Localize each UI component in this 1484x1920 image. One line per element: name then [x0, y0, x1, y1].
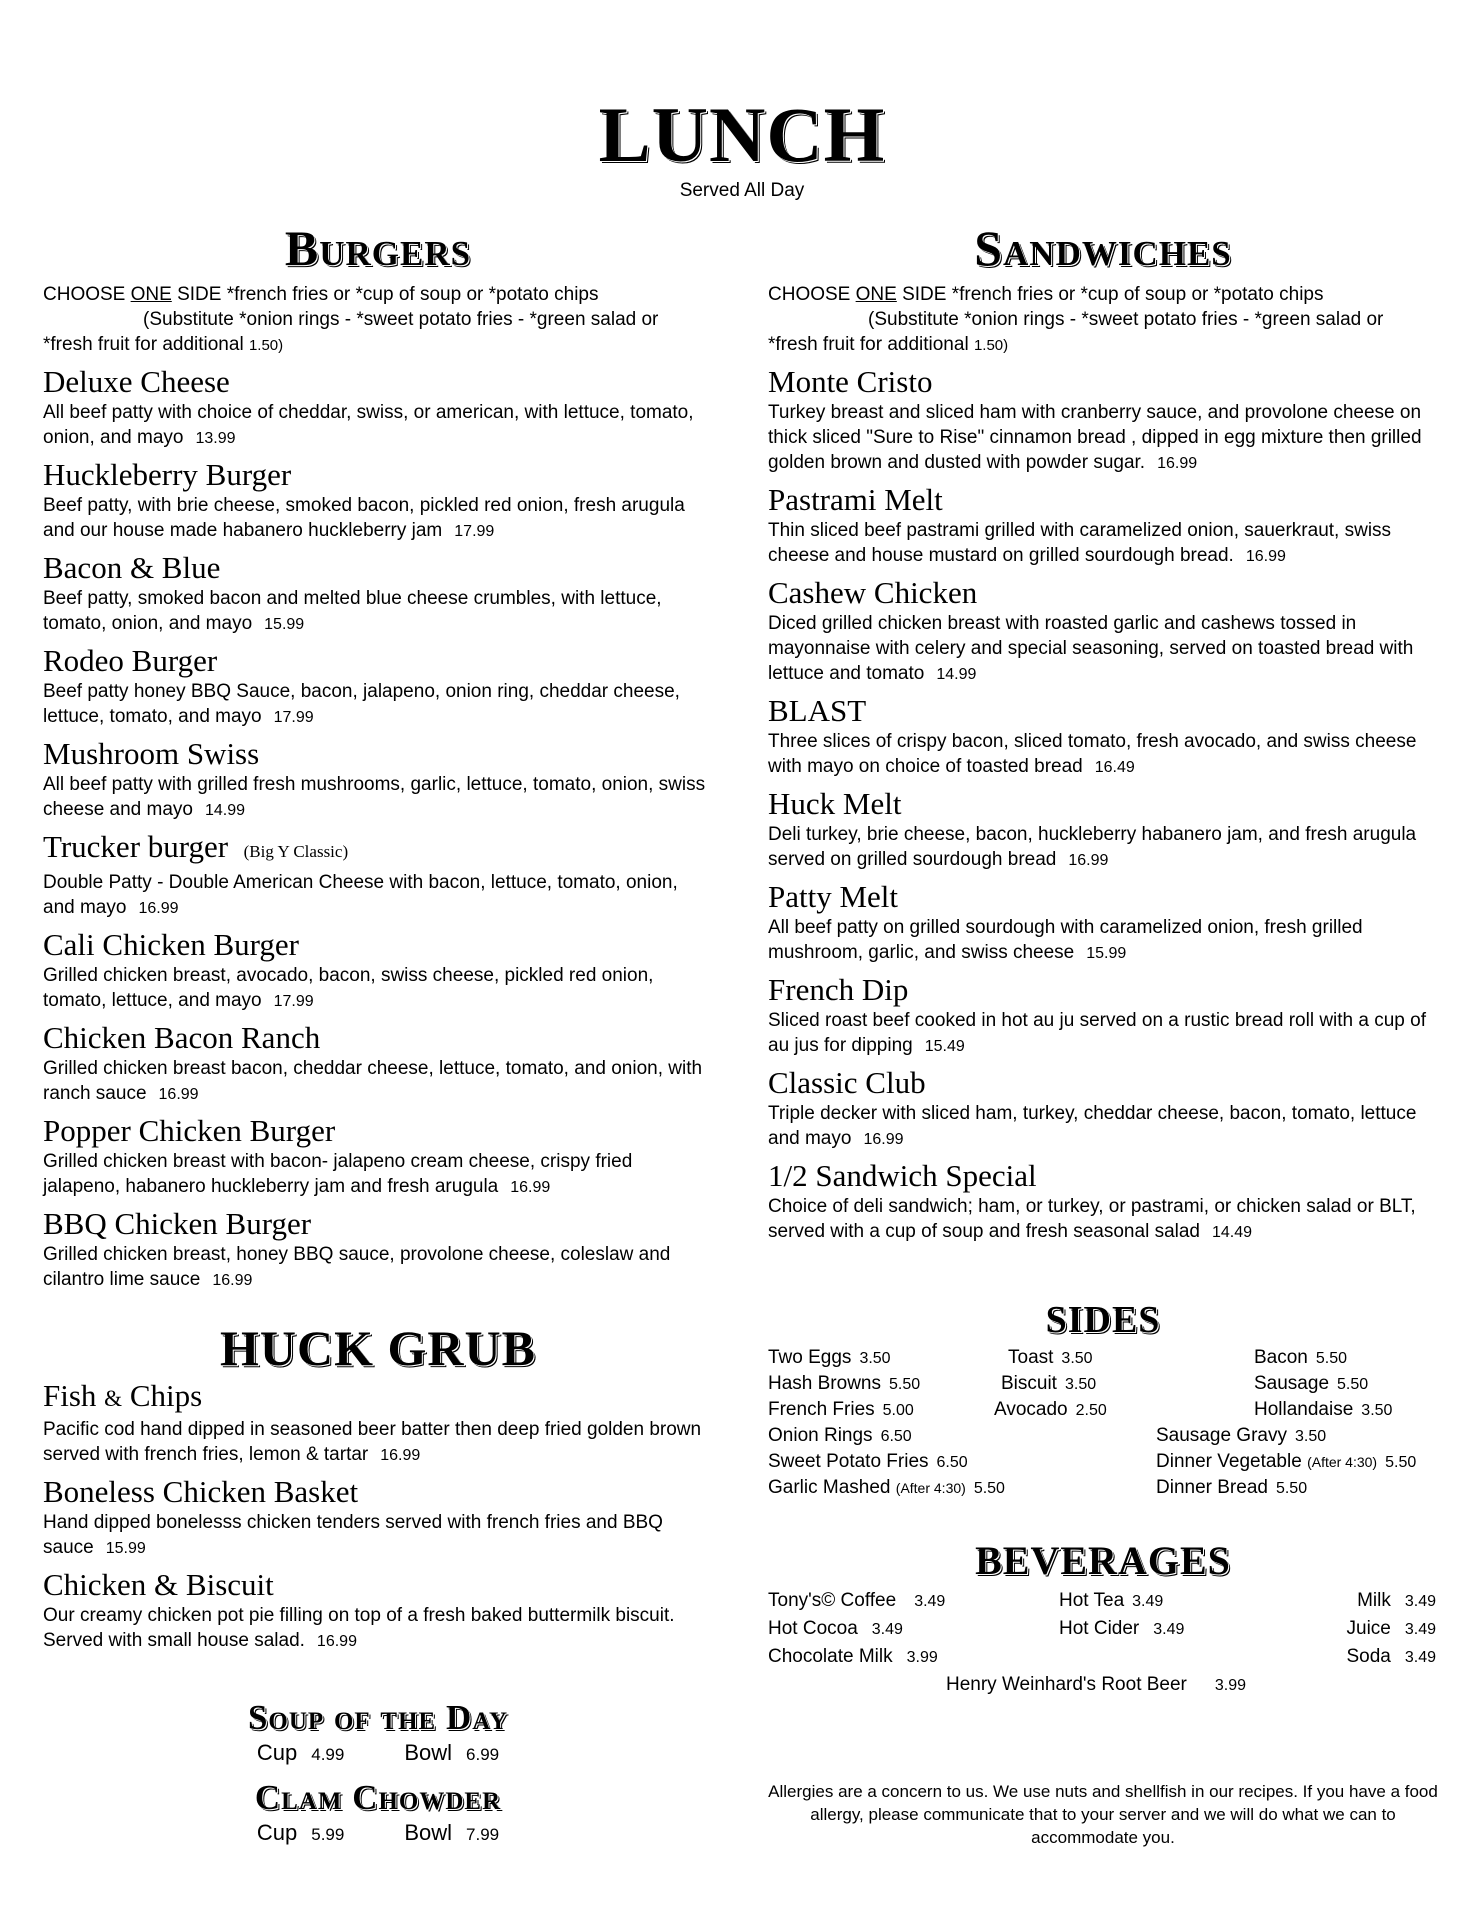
menu-item [43, 1567, 713, 1654]
menu-item [43, 1378, 713, 1468]
beverage-price: 3.99 [1214, 1677, 1247, 1694]
side-price: 5.50 [1275, 1480, 1308, 1497]
item-description [43, 1510, 713, 1561]
side-name: Hollandaise [1254, 1399, 1354, 1420]
page-subtitle: Served All Day [679, 180, 805, 201]
item-name: Cali Chicken Burger [43, 927, 299, 962]
allergy-notice: Allergies are a concern to us. We use nuts and shellfish in our recipes. If you have a food allergy, please communicate that to your server and we will do what we can to accommodate you. [768, 1782, 1438, 1847]
side-name: Toast [1008, 1347, 1054, 1368]
item-price: 15.99 [105, 1540, 146, 1557]
side-item [768, 1373, 920, 1395]
intro-price: 1.50) [248, 337, 284, 354]
item-price: 16.99 [212, 1272, 253, 1289]
side-item [768, 1451, 968, 1473]
side-name: Dinner Bread [1156, 1477, 1268, 1498]
side-note: (After 4:30) [1307, 1454, 1378, 1470]
item-desc-text: Beef patty, smoked bacon and melted blue cheese crumbles, with lettuce, tomato, onion, and mayo [43, 588, 662, 634]
item-name: Rodeo Burger [43, 643, 218, 678]
item-name-text: Chips [122, 1378, 203, 1413]
sides-title: SIDES [1045, 1299, 1161, 1341]
side-name: Onion Rings [768, 1425, 873, 1446]
menu-item [43, 736, 713, 823]
beverage-name: Henry Weinhard's Root Beer [946, 1674, 1187, 1695]
item-name-amp: & [104, 1386, 123, 1411]
menu-item [43, 364, 713, 451]
intro-one: ONE [855, 284, 897, 305]
menu-item [768, 575, 1438, 687]
item-price: 16.99 [1245, 548, 1286, 565]
side-price: 3.50 [859, 1350, 891, 1367]
soup-prices [43, 1738, 713, 1770]
soup-of-the-day-section [43, 1698, 713, 1770]
menu-item [43, 457, 713, 544]
item-price: 16.99 [316, 1633, 357, 1650]
item-name: Pastrami Melt [768, 482, 943, 517]
item-description [43, 679, 713, 730]
item-description [768, 822, 1438, 873]
item-description [43, 772, 713, 823]
beverage-price: 3.49 [1404, 1621, 1436, 1638]
beverage-item [768, 1590, 945, 1612]
side-item [768, 1399, 914, 1421]
beverages-title: BEVERAGES [975, 1538, 1231, 1583]
beverage-price: 3.49 [1404, 1649, 1436, 1666]
side-item [994, 1399, 1107, 1421]
sandwiches-section [768, 218, 1438, 1245]
chowder-cup [257, 1818, 344, 1850]
side-price: 5.50 [1315, 1350, 1348, 1367]
item-name: Popper Chicken Burger [43, 1113, 336, 1148]
beverage-item [1347, 1618, 1437, 1640]
page-title: LUNCH [598, 91, 886, 178]
item-desc-text: Beef patty honey BBQ Sauce, bacon, jalapeno, onion ring, cheddar cheese, lettuce, tomato, and mayo [43, 681, 680, 727]
side-name: Bacon [1254, 1347, 1308, 1368]
item-desc-text: Thin sliced beef pastrami grilled with caramelized onion, sauerkraut, swiss cheese and house mustard on grilled sourdough bread. [768, 520, 1392, 566]
item-price: 16.99 [158, 1086, 199, 1103]
side-name: Dinner Vegetable [1156, 1451, 1302, 1472]
item-desc-text: Choice of deli sandwich; ham, or turkey, or pastrami, or chicken salad or BLT, served with a cup of soup and fresh seasonal salad [768, 1196, 1416, 1242]
beverage-item [1059, 1618, 1184, 1640]
clam-chowder-section [43, 1778, 713, 1850]
intro-side: SIDE *french fries or *cup of soup or *potato chips [896, 284, 1324, 305]
side-name: Avocado [994, 1399, 1068, 1420]
side-price: 5.50 [889, 1376, 921, 1393]
side-item [1254, 1399, 1392, 1421]
item-name: Classic Club [768, 1065, 926, 1100]
side-item [1008, 1347, 1093, 1369]
item-price: 16.49 [1094, 759, 1135, 776]
intro-fruit: *fresh fruit for additional [43, 334, 249, 355]
beverage-item [946, 1674, 1246, 1696]
bowl-price: 6.99 [466, 1745, 500, 1764]
intro-one: ONE [130, 284, 172, 305]
menu-item [768, 879, 1438, 966]
item-name: Huck Melt [768, 786, 902, 821]
item-name-text: Trucker burger [43, 829, 229, 864]
item-name [43, 829, 713, 870]
item-desc-text: Sliced roast beef cooked in hot au ju served on a rustic bread roll with a cup of au jus for dipping [768, 1010, 1426, 1056]
soup-cup [257, 1738, 344, 1770]
beverage-name: Juice [1346, 1618, 1391, 1639]
beverage-name: Soda [1346, 1646, 1391, 1667]
side-item [1254, 1373, 1368, 1395]
sandwiches-side-options [768, 282, 1438, 358]
chowder-title: Clam Chowder [254, 1778, 502, 1817]
item-price: 16.99 [863, 1131, 904, 1148]
beverage-name: Milk [1357, 1590, 1391, 1611]
burgers-section [43, 218, 713, 1293]
item-name: Monte Cristo [768, 364, 933, 399]
side-name: Garlic Mashed [768, 1477, 891, 1498]
item-price: 16.99 [1068, 852, 1109, 869]
burgers-side-options [43, 282, 713, 358]
menu-item [43, 1206, 713, 1293]
side-name: Biscuit [1001, 1373, 1057, 1394]
menu-item [43, 1474, 713, 1561]
item-desc-text: All beef patty on grilled sourdough with caramelized onion, fresh grilled mushroom, garlic, and swiss cheese [768, 917, 1363, 963]
item-desc-text: Hand dipped bonelesss chicken tenders served with french fries and BBQ sauce [43, 1512, 663, 1558]
item-name: Cashew Chicken [768, 575, 978, 610]
menu-item [43, 643, 713, 730]
item-name: Huckleberry Burger [43, 457, 292, 492]
item-price: 14.99 [936, 666, 977, 683]
item-desc-text: Grilled chicken breast with bacon- jalapeno cream cheese, crispy fried jalapeno, habanero huckleberry jam and fresh arugula [43, 1151, 633, 1197]
item-description [768, 1194, 1438, 1245]
item-description [768, 729, 1438, 780]
cup-label: Cup [256, 1740, 298, 1765]
item-price: 17.99 [454, 523, 495, 540]
menu-item [768, 972, 1438, 1059]
item-desc-text: Grilled chicken breast bacon, cheddar cheese, lettuce, tomato, and onion, with ranch sauce [43, 1058, 703, 1104]
side-item [768, 1347, 891, 1369]
intro-choose: CHOOSE [768, 284, 856, 305]
beverage-item [1059, 1590, 1163, 1612]
menu-item [43, 927, 713, 1014]
item-description [43, 870, 713, 921]
item-description [43, 493, 713, 544]
item-desc-text: All beef patty with grilled fresh mushrooms, garlic, lettuce, tomato, onion, swiss cheese and mayo [43, 774, 706, 820]
item-desc-text: Grilled chicken breast, honey BBQ sauce, provolone cheese, coleslaw and cilantro lime sauce [43, 1244, 671, 1290]
item-description [43, 1056, 713, 1107]
side-price: 5.50 [1337, 1376, 1369, 1393]
side-note: (After 4:30) [895, 1480, 966, 1496]
item-desc-text: Beef patty, with brie cheese, smoked bacon, pickled red onion, fresh arugula and our house made habanero huckleberry jam [43, 495, 685, 541]
beverage-item [768, 1618, 903, 1640]
item-name-text: Fish [43, 1378, 105, 1413]
item-name: Mushroom Swiss [43, 736, 260, 771]
intro-substitute: (Substitute *onion rings - *sweet potato fries - *green salad or [868, 309, 1384, 330]
item-price: 17.99 [273, 709, 314, 726]
item-name-note: (Big Y Classic) [243, 842, 349, 861]
huck-grub-section [43, 1378, 713, 1654]
menu-item [43, 1020, 713, 1107]
item-desc-text: Deli turkey, brie cheese, bacon, huckleberry habanero jam, and fresh arugula served on grilled sourdough bread [768, 824, 1417, 870]
side-price: 5.00 [882, 1402, 914, 1419]
item-description [768, 611, 1438, 687]
side-name: French Fries [768, 1399, 875, 1420]
side-item [1001, 1373, 1096, 1395]
side-name: Sausage [1254, 1373, 1330, 1394]
item-price: 15.99 [1086, 945, 1127, 962]
item-desc-text: Double Patty - Double American Cheese with bacon, lettuce, tomato, onion, and mayo [43, 872, 678, 918]
side-price: 5.50 [973, 1480, 1005, 1497]
menu-item [43, 829, 713, 921]
side-name: Sweet Potato Fries [768, 1451, 929, 1472]
side-name: Sausage Gravy [1156, 1425, 1287, 1446]
menu-item [768, 1158, 1438, 1245]
item-description [768, 400, 1438, 476]
item-name: Patty Melt [768, 879, 899, 914]
soup-title: Soup of the Day [247, 1698, 509, 1737]
item-desc-text: Our creamy chicken pot pie filling on top of a fresh baked buttermilk biscuit. Served with small house salad. [43, 1605, 675, 1651]
beverage-item [1346, 1646, 1436, 1668]
side-price: 5.50 [1385, 1454, 1417, 1471]
side-price: 2.50 [1075, 1402, 1107, 1419]
beverage-price: 3.49 [1153, 1621, 1185, 1638]
item-price: 16.99 [1157, 455, 1198, 472]
chowder-bowl [404, 1818, 499, 1850]
side-price: 6.50 [880, 1428, 912, 1445]
cup-price: 4.99 [311, 1745, 345, 1764]
item-description [43, 586, 713, 637]
item-price: 17.99 [273, 993, 314, 1010]
item-name: BBQ Chicken Burger [43, 1206, 312, 1241]
side-item [1156, 1451, 1416, 1473]
item-name: Bacon & Blue [43, 550, 221, 585]
intro-fruit: *fresh fruit for additional [768, 334, 974, 355]
sides-list [768, 1347, 1448, 1517]
item-desc-text: Triple decker with sliced ham, turkey, cheddar cheese, bacon, tomato, lettuce and mayo [768, 1103, 1417, 1149]
beverage-price: 3.99 [906, 1649, 938, 1666]
burgers-title: Burgers [284, 220, 472, 276]
item-description [43, 1149, 713, 1200]
item-name [43, 1378, 713, 1417]
item-price: 16.99 [138, 900, 179, 917]
menu-item [768, 1065, 1438, 1152]
menu-item [43, 1113, 713, 1200]
side-price: 6.50 [936, 1454, 968, 1471]
beverages-list [768, 1590, 1448, 1710]
item-desc-text: Turkey breast and sliced ham with cranberry sauce, and provolone cheese on thick sliced "Sure to Rise" cinnamon bread , dipped in egg mixture then grilled golden brown and dusted with powder sugar. [768, 402, 1422, 473]
side-price: 3.50 [1061, 1350, 1093, 1367]
side-item [1156, 1425, 1326, 1447]
intro-price: 1.50) [973, 337, 1009, 354]
beverage-name: Hot Tea [1059, 1590, 1125, 1611]
item-description [768, 1008, 1438, 1059]
item-description [43, 1242, 713, 1293]
beverage-name: Tony's© Coffee [768, 1590, 897, 1611]
intro-side: SIDE *french fries or *cup of soup or *potato chips [171, 284, 599, 305]
chowder-prices [43, 1818, 713, 1850]
item-name: BLAST [768, 693, 867, 728]
beverage-item [1357, 1590, 1436, 1612]
beverage-price: 3.49 [1132, 1593, 1164, 1610]
bowl-price: 7.99 [466, 1825, 500, 1844]
huck-grub-title: HUCK GRUB [220, 1320, 536, 1376]
menu-item [768, 364, 1438, 476]
item-desc-text: Three slices of crispy bacon, sliced tomato, fresh avocado, and swiss cheese with mayo on choice of toasted bread [768, 731, 1417, 777]
item-name: Chicken & Biscuit [43, 1567, 274, 1602]
item-description [768, 518, 1438, 569]
beverage-name: Chocolate Milk [768, 1646, 893, 1667]
side-name: Hash Browns [768, 1373, 881, 1394]
item-price: 13.99 [195, 430, 236, 447]
item-description [43, 963, 713, 1014]
menu-item [43, 550, 713, 637]
side-price: 3.50 [1064, 1376, 1097, 1393]
intro-substitute: (Substitute *onion rings - *sweet potato fries - *green salad or [143, 309, 659, 330]
bowl-label: Bowl [404, 1820, 453, 1845]
side-item [768, 1425, 912, 1447]
side-price: 3.50 [1294, 1428, 1327, 1445]
beverage-price: 3.49 [871, 1621, 903, 1638]
item-desc-text: All beef patty with choice of cheddar, swiss, or american, with lettuce, tomato, onion, and mayo [43, 402, 694, 448]
item-name: Deluxe Cheese [43, 364, 230, 399]
intro-choose: CHOOSE [43, 284, 131, 305]
item-description [43, 1603, 713, 1654]
beverage-price: 3.49 [914, 1593, 946, 1610]
item-desc-text: Grilled chicken breast, avocado, bacon, swiss cheese, pickled red onion, tomato, lettuce, and mayo [43, 965, 654, 1011]
item-description [768, 1101, 1438, 1152]
item-price: 14.49 [1212, 1224, 1253, 1241]
item-desc-text: Diced grilled chicken breast with roasted garlic and cashews tossed in mayonnaise with celery and special seasoning, served on toasted bread with lettuce and tomato [768, 613, 1414, 684]
item-desc-text: Pacific cod hand dipped in seasoned beer batter then deep fried golden brown served with french fries, lemon & tartar [43, 1419, 702, 1465]
item-price: 15.49 [924, 1038, 965, 1055]
beverage-price: 3.49 [1404, 1593, 1436, 1610]
item-name: Chicken Bacon Ranch [43, 1020, 321, 1055]
sandwiches-title: Sandwiches [974, 220, 1232, 276]
beverage-item [768, 1646, 938, 1668]
item-price: 16.99 [510, 1179, 551, 1196]
item-price: 15.99 [264, 616, 305, 633]
item-name: French Dip [768, 972, 909, 1007]
item-price: 16.99 [380, 1447, 421, 1464]
beverage-name: Hot Cider [1059, 1618, 1140, 1639]
cup-label: Cup [256, 1820, 298, 1845]
side-name: Two Eggs [768, 1347, 852, 1368]
cup-price: 5.99 [311, 1825, 345, 1844]
menu-item [768, 482, 1438, 569]
side-item [768, 1477, 1005, 1499]
item-price: 14.99 [205, 802, 246, 819]
item-name: 1/2 Sandwich Special [768, 1158, 1037, 1193]
soup-bowl [404, 1738, 499, 1770]
bowl-label: Bowl [404, 1740, 453, 1765]
item-description [43, 400, 713, 451]
menu-item [768, 786, 1438, 873]
item-name: Boneless Chicken Basket [43, 1474, 359, 1509]
item-description [768, 915, 1438, 966]
item-description [43, 1417, 713, 1468]
menu-item [768, 693, 1438, 780]
side-item [1156, 1477, 1307, 1499]
beverage-name: Hot Cocoa [768, 1618, 858, 1639]
side-item [1254, 1347, 1347, 1369]
side-price: 3.50 [1361, 1402, 1393, 1419]
